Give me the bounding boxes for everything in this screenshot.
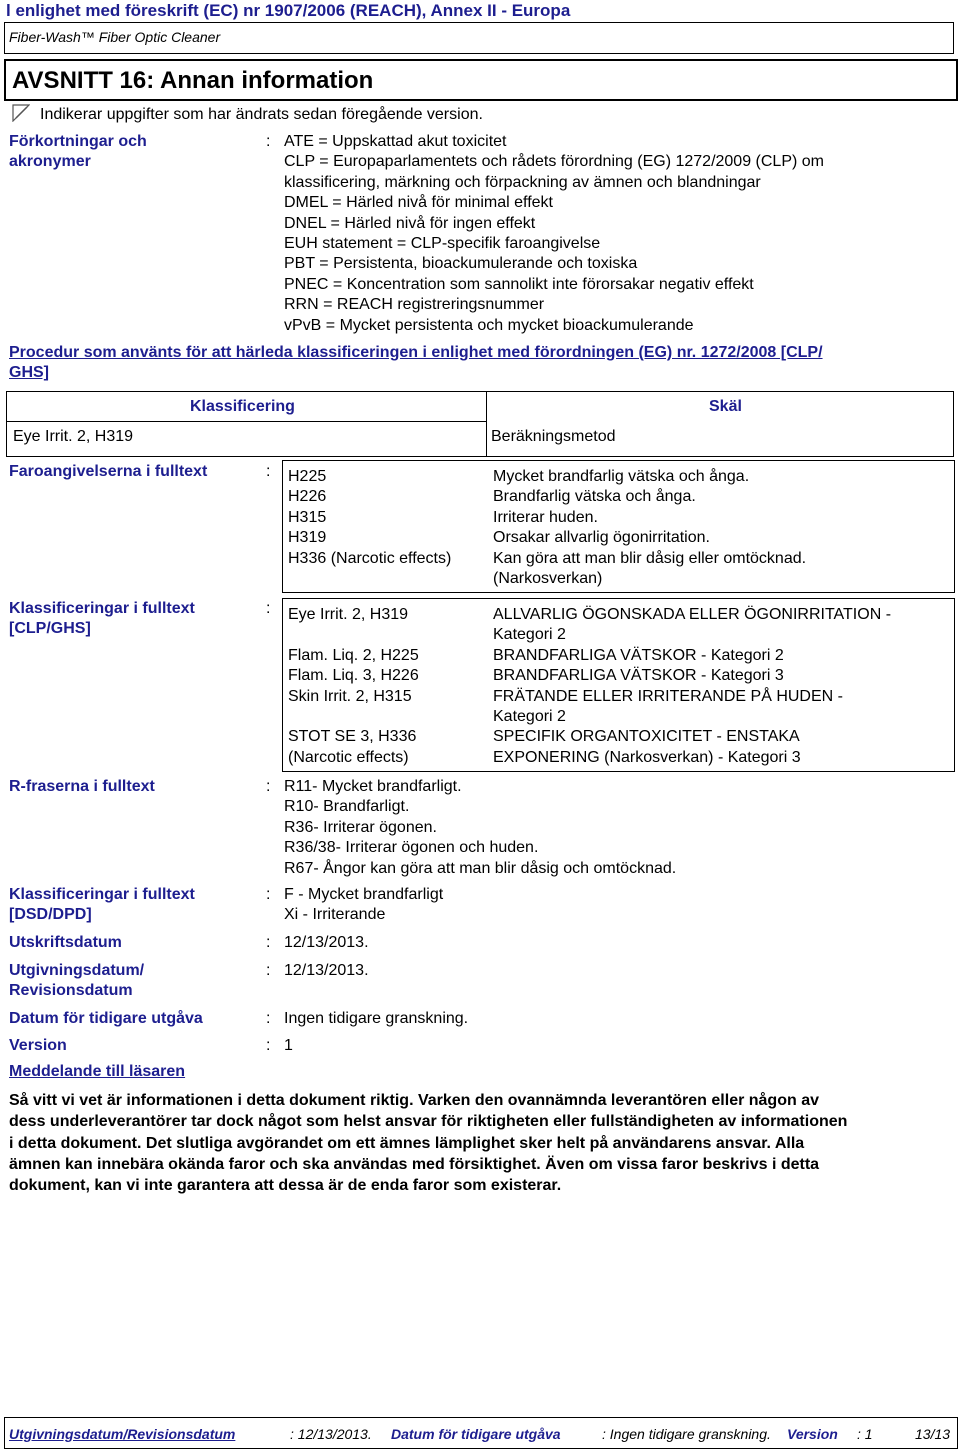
abbreviations-list <box>284 132 824 336</box>
abbreviation-line: EUH statement = CLP-specifik faroangivelse <box>284 235 601 253</box>
r-phrases-colon: : <box>266 778 271 795</box>
hazard-statements-label: Faroangivelserna i fulltext <box>9 463 208 480</box>
abbreviation-line: CLP = Europaparlamentets och rådets förordning (EG) 1272/2009 (CLP) om <box>284 153 824 171</box>
classification-value: Eye Irrit. 2, H319 <box>13 428 134 445</box>
dsd-classifications-label: Klassificeringar i fulltext [DSD/DPD] <box>9 886 195 924</box>
clp-text: BRANDFARLIGA VÄTSKOR - Kategori 2 <box>493 646 784 664</box>
hazard-code: H319 <box>288 529 327 547</box>
clp-classifications-box <box>282 598 955 772</box>
r-phrase: R36/38- Irriterar ögonen och huden. <box>284 839 539 857</box>
clp-text: Kategori 2 <box>493 708 566 726</box>
previous-date-value: Ingen tidigare granskning. <box>284 1010 469 1027</box>
hazard-code: H225 <box>288 468 327 485</box>
section-title: AVSNITT 16: Annan information <box>12 67 374 94</box>
classification-cell <box>6 391 487 457</box>
hazard-code: H226 <box>288 488 327 506</box>
abbreviation-line: PBT = Persistenta, bioackumulerande och toxiska <box>284 255 638 273</box>
print-date-colon: : <box>266 934 271 951</box>
reason-value: Beräkningsmetod <box>491 428 616 445</box>
clp-text: ALLVARLIG ÖGONSKADA ELLER ÖGONIRRITATION - <box>493 606 892 623</box>
abbreviation-line: vPvB = Mycket persistenta och mycket bioackumulerande <box>284 316 694 334</box>
footer-issue-value: : 12/13/2013. <box>290 1426 372 1442</box>
abbreviation-line: DNEL = Härled nivå för ingen effekt <box>284 214 536 232</box>
page-footer <box>4 1417 958 1449</box>
r-phrases-label: R-fraserna i fulltext <box>9 778 155 795</box>
clp-code: STOT SE 3, H336 <box>288 728 417 746</box>
procedure-heading: Procedur som använts för att härleda klassificeringen i enlighet med förordningen (EG) nr. 1272/2008 [CLP/ GHS] <box>9 344 823 382</box>
notice-text <box>9 1090 847 1196</box>
clp-code: Flam. Liq. 3, H226 <box>288 667 419 685</box>
previous-date-label: Datum för tidigare utgåva <box>9 1010 203 1027</box>
clp-classifications-colon: : <box>266 600 271 617</box>
footer-page-number: 13/13 <box>915 1426 951 1442</box>
issue-date-label: Utgivningsdatum/ Revisionsdatum <box>9 962 145 1000</box>
r-phrase: R11- Mycket brandfarligt. <box>284 778 462 795</box>
notice-line: dess underleverantörer tar dock något som helst ansvar för riktigheten eller fullständigheten av informationen <box>9 1113 848 1131</box>
r-phrase: R67- Ångor kan göra att man blir dåsig och omtöcknad. <box>284 859 677 877</box>
clp-code <box>288 625 419 645</box>
issue-date-colon: : <box>266 962 271 979</box>
notice-line: Så vitt vi vet är informationen i detta dokument riktig. Varken den ovannämnda leverantören eller någon av <box>9 1092 819 1109</box>
dsd-classifications-list <box>284 885 443 926</box>
version-colon: : <box>266 1037 271 1054</box>
hazard-text: (Narkosverkan) <box>493 570 603 588</box>
clp-code: (Narcotic effects) <box>288 748 409 766</box>
change-indicator-icon <box>12 104 30 122</box>
print-date-value: 12/13/2013. <box>284 934 369 951</box>
clp-code <box>288 707 419 727</box>
footer-issue-label: Utgivningsdatum/Revisionsdatum <box>9 1426 236 1442</box>
document-title: l enlighet med föreskrift (EC) nr 1907/2006 (REACH), Annex II - Europa <box>6 1 571 20</box>
hazard-text: Mycket brandfarlig vätska och ånga. <box>493 468 750 485</box>
version-value: 1 <box>284 1037 293 1054</box>
dsd-classification: Xi - Irriterande <box>284 906 386 924</box>
dsd-classifications-colon: : <box>266 886 271 903</box>
clp-texts <box>493 605 891 768</box>
hazard-text: Brandfarlig vätska och ånga. <box>493 488 696 506</box>
clp-code: Flam. Liq. 2, H225 <box>288 646 419 664</box>
hazard-code: H315 <box>288 508 327 526</box>
hazard-statements-colon: : <box>266 463 271 480</box>
clp-text: BRANDFARLIGA VÄTSKOR - Kategori 3 <box>493 667 784 685</box>
abbreviation-line: ATE = Uppskattad akut toxicitet <box>284 133 507 150</box>
reason-column-header: Skäl <box>709 398 742 415</box>
classification-column-header: Klassificering <box>190 398 295 415</box>
issue-date-value: 12/13/2013. <box>284 962 369 979</box>
abbreviation-line: PNEC = Koncentration som sannolikt inte förorsakar negativ effekt <box>284 275 754 293</box>
hazard-codes <box>288 467 451 569</box>
notice-line: i detta dokument. Det slutliga avgörandet om ett ämnes lämplighet sker helt på användarens ansvar. Alla <box>9 1134 805 1152</box>
abbreviations-label: Förkortningar och akronymer <box>9 133 147 171</box>
clp-classifications-label: Klassificeringar i fulltext [CLP/GHS] <box>9 600 195 638</box>
clp-text: FRÄTANDE ELLER IRRITERANDE PÅ HUDEN - <box>493 687 843 705</box>
notice-line: ämnen kan innebära okända faror och ska användas med försiktighet. Även om vissa faror beskrivs i detta <box>9 1155 820 1173</box>
r-phrase: R10- Brandfarligt. <box>284 798 410 816</box>
notice-line: dokument, kan vi inte garantera att dessa är de enda faror som existerar. <box>9 1177 562 1195</box>
r-phrase: R36- Irriterar ögonen. <box>284 818 437 836</box>
r-phrases-list <box>284 777 676 879</box>
section-header <box>4 59 958 101</box>
abbreviation-line: RRN = REACH registreringsnummer <box>284 296 545 314</box>
version-label: Version <box>9 1037 67 1054</box>
abbreviations-colon: : <box>266 133 271 150</box>
classification-table <box>6 391 954 457</box>
footer-previous-label: Datum för tidigare utgåva <box>391 1426 561 1442</box>
change-note: Indikerar uppgifter som har ändrats sedan föregående version. <box>40 106 483 123</box>
clp-text: SPECIFIK ORGANTOXICITET - ENSTAKA <box>493 728 800 746</box>
product-name: Fiber-Wash™ Fiber Optic Cleaner <box>9 29 221 45</box>
hazard-texts <box>493 467 806 589</box>
hazard-statements-box <box>282 460 955 593</box>
print-date-label: Utskriftsdatum <box>9 934 122 951</box>
abbreviation-line: klassificering, märkning och förpackning av ämnen och blandningar <box>284 173 761 191</box>
dsd-classification: F - Mycket brandfarligt <box>284 886 444 903</box>
table-divider <box>6 421 487 422</box>
footer-version-value: : 1 <box>857 1426 873 1442</box>
clp-text: EXPONERING (Narkosverkan) - Kategori 3 <box>493 748 801 766</box>
notice-label: Meddelande till läsaren <box>9 1063 186 1080</box>
reason-cell <box>486 391 954 457</box>
footer-previous-value: : Ingen tidigare granskning. <box>602 1426 771 1442</box>
clp-code: Eye Irrit. 2, H319 <box>288 606 409 623</box>
hazard-text: Kan göra att man blir dåsig eller omtöcknad. <box>493 549 807 567</box>
clp-code: Skin Irrit. 2, H315 <box>288 687 412 705</box>
product-name-box <box>4 22 954 54</box>
hazard-code: H336 (Narcotic effects) <box>288 549 452 567</box>
hazard-text: Irriterar huden. <box>493 508 598 526</box>
abbreviation-line: DMEL = Härled nivå för minimal effekt <box>284 194 553 212</box>
hazard-text: Orsakar allvarlig ögonirritation. <box>493 529 710 547</box>
clp-codes <box>288 605 419 768</box>
footer-version-label: Version <box>787 1426 838 1442</box>
clp-text: Kategori 2 <box>493 626 566 644</box>
previous-date-colon: : <box>266 1010 271 1027</box>
